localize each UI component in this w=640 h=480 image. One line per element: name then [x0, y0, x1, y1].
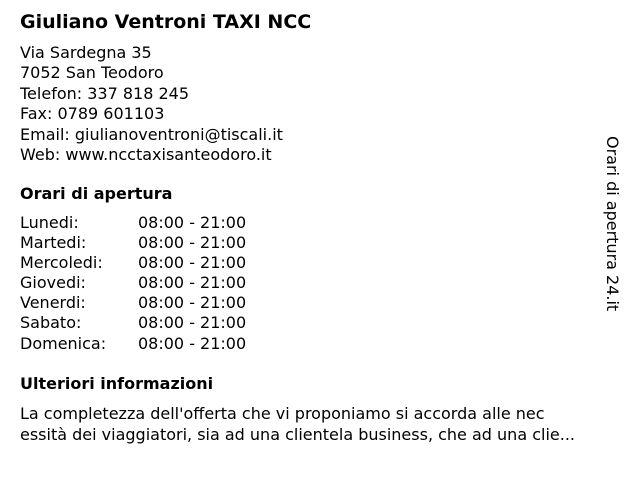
- hours-day: Venerdi:: [20, 293, 86, 313]
- hours-row: [20, 213, 246, 233]
- hours-time: 08:00 - 21:00: [138, 313, 247, 333]
- description-line: La completezza dell'offerta che vi proponiamo si accorda alle nec: [20, 404, 545, 423]
- hours-time: 08:00 - 21:00: [138, 233, 247, 253]
- business-name: Giuliano Ventroni TAXI NCC: [20, 11, 312, 33]
- phone-number: Telefon: 337 818 245: [20, 83, 190, 103]
- street-address: Via Sardegna 35: [20, 43, 152, 62]
- hours-row: [20, 293, 246, 313]
- opening-hours-heading: Orari di apertura: [20, 184, 173, 203]
- city-address: 7052 San Teodoro: [20, 63, 164, 83]
- hours-time: 08:00 - 21:00: [138, 213, 247, 232]
- additional-info-text: [20, 404, 625, 445]
- hours-row: [20, 233, 246, 253]
- hours-day: Giovedi:: [20, 273, 86, 293]
- additional-info-heading: Ulteriori informazioni: [20, 374, 214, 393]
- hours-row: [20, 334, 246, 354]
- hours-time: 08:00 - 21:00: [138, 333, 247, 353]
- hours-day: Sabato:: [20, 313, 82, 333]
- hours-day: Mercoledi:: [20, 253, 103, 273]
- hours-day: Domenica:: [20, 333, 107, 353]
- hours-day: Martedi:: [20, 233, 87, 253]
- contact-block: [20, 43, 283, 165]
- description-line: essità dei viaggiatori, sia ad una clientela business, che ad una clie...: [20, 424, 575, 444]
- opening-hours-table: [20, 213, 246, 354]
- hours-day: Lunedi:: [20, 213, 79, 232]
- hours-row: [20, 273, 246, 293]
- hours-row: [20, 313, 246, 333]
- site-watermark: Orari di apertura 24.it: [603, 136, 622, 312]
- website-address: Web: www.ncctaxisanteodoro.it: [20, 145, 272, 165]
- hours-row: [20, 253, 246, 273]
- fax-number: Fax: 0789 601103: [20, 104, 165, 124]
- hours-time: 08:00 - 21:00: [138, 293, 247, 313]
- email-address: Email: giulianoventroni@tiscali.it: [20, 124, 283, 144]
- hours-time: 08:00 - 21:00: [138, 273, 247, 293]
- hours-time: 08:00 - 21:00: [138, 253, 247, 273]
